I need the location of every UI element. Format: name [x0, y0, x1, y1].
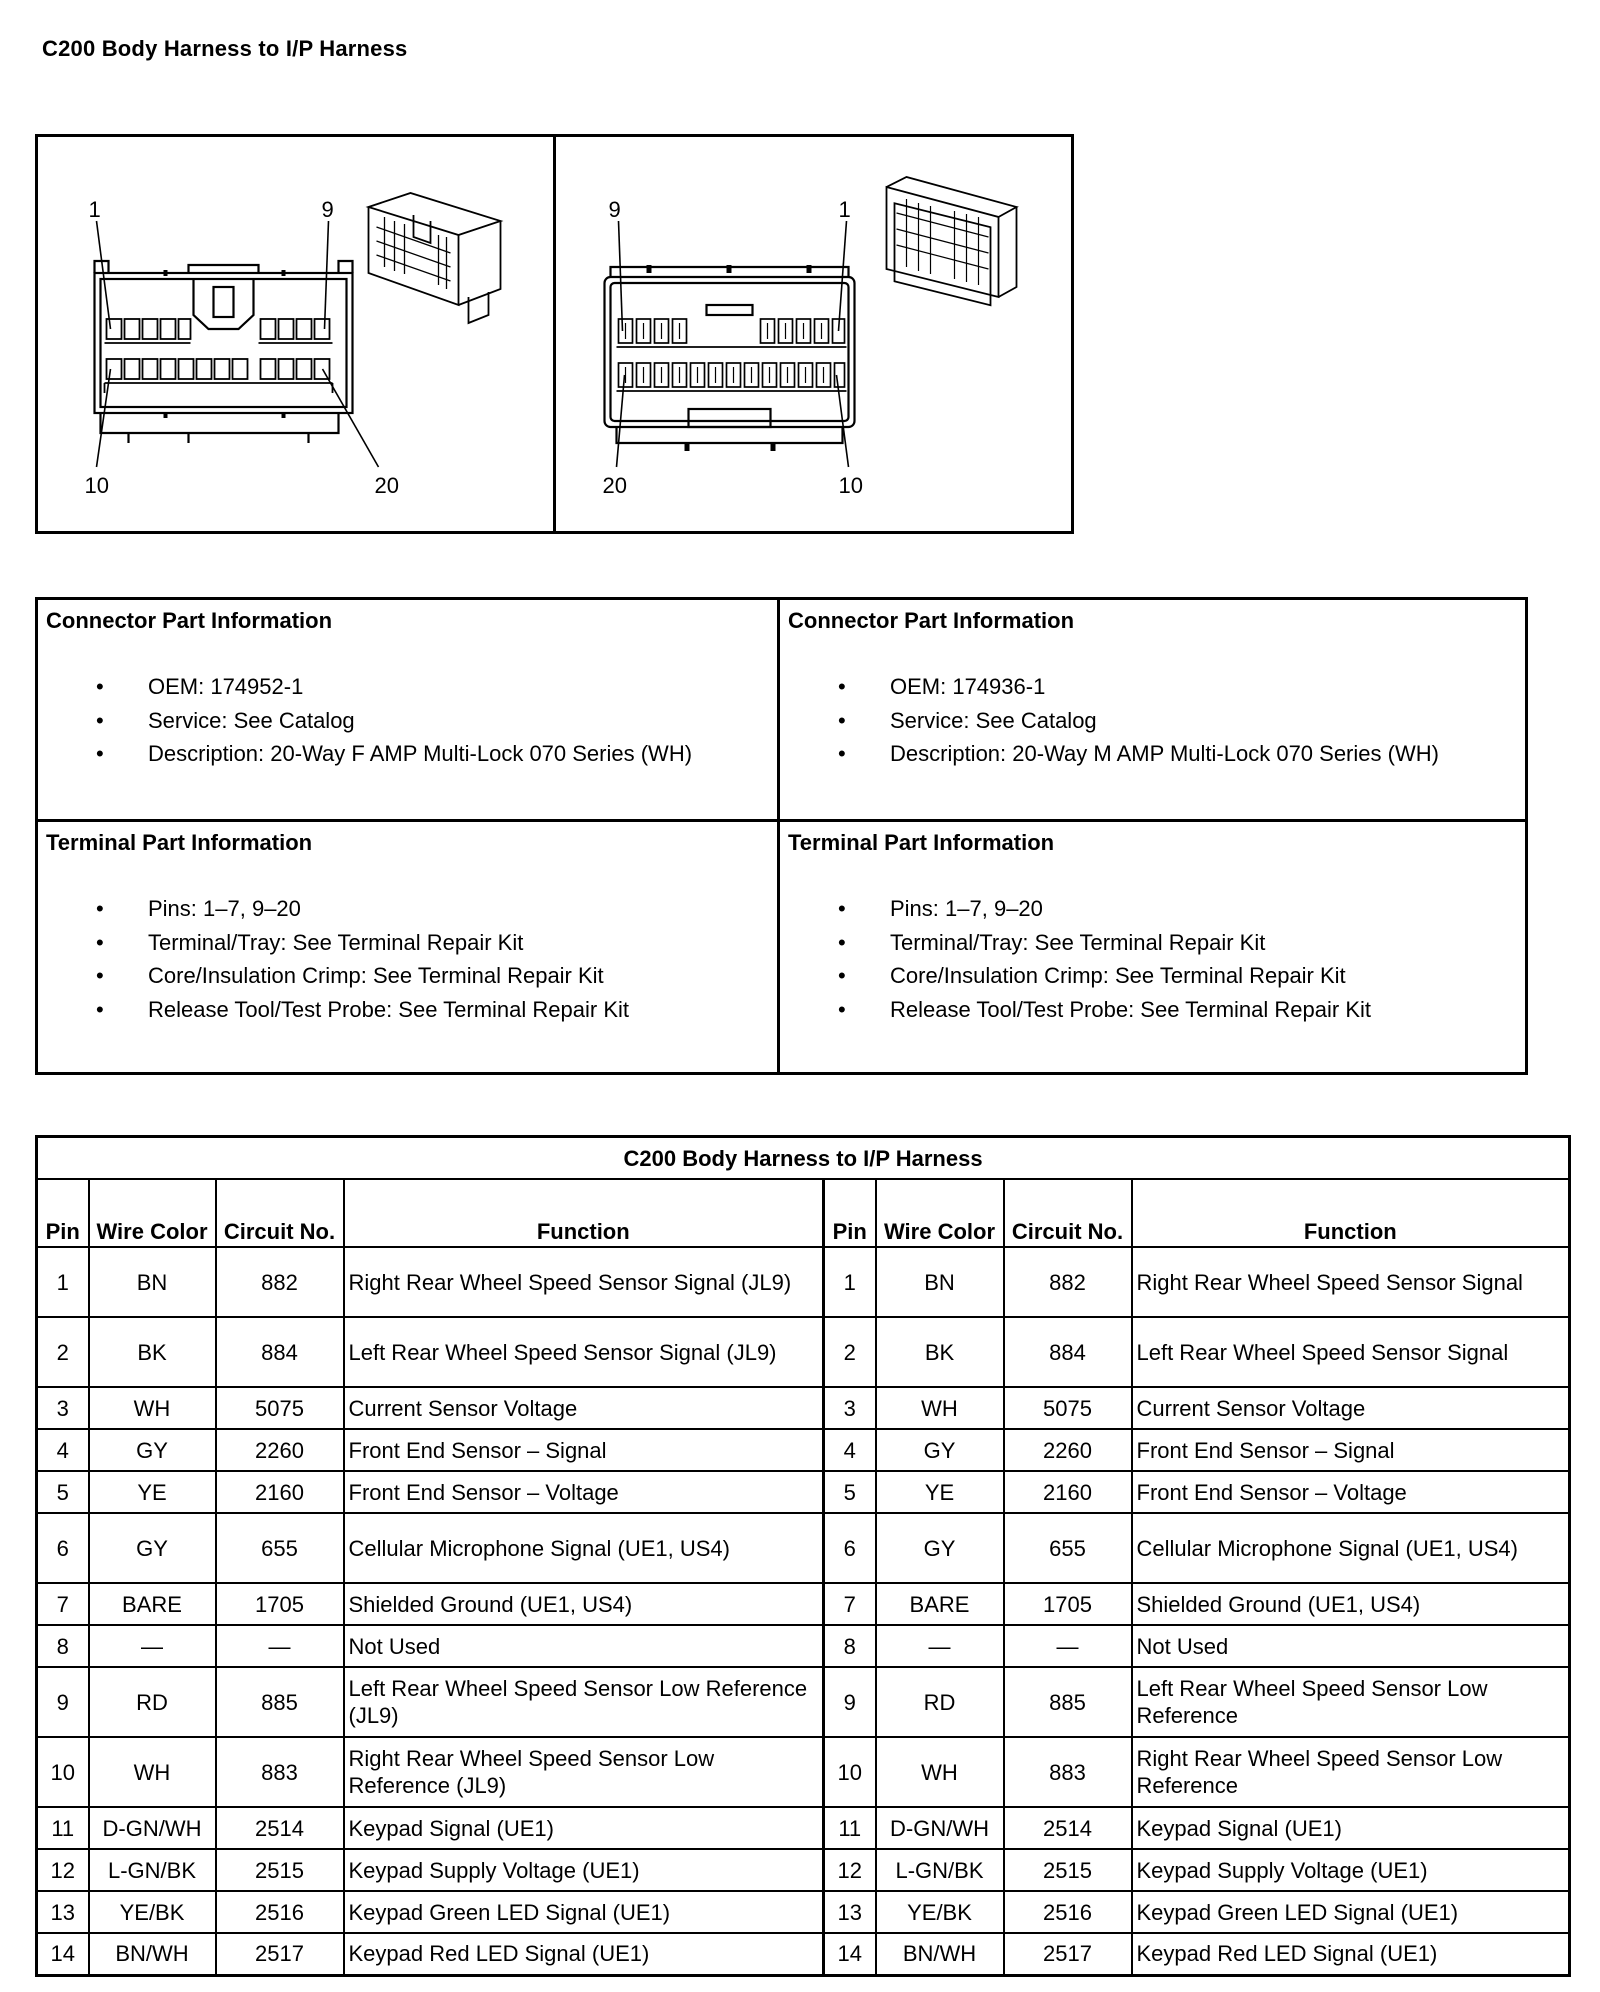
female-connector-face-drawing: [38, 137, 553, 531]
circuit-cell: 2516: [216, 1891, 344, 1933]
table-row: [37, 1667, 1570, 1737]
table-row: [37, 1807, 1570, 1849]
circuit-cell: 885: [1004, 1667, 1132, 1737]
wire-color-cell: BARE: [876, 1583, 1004, 1625]
wire-color-cell: L-GN/BK: [89, 1849, 216, 1891]
connector-info-heading: Connector Part Information: [46, 608, 333, 633]
table-row: [37, 1583, 1570, 1625]
circuit-cell: 883: [216, 1737, 344, 1807]
list-item: • Pins: 1–7, 9–20: [788, 892, 1517, 926]
wire-color-cell: GY: [876, 1513, 1004, 1583]
header-function: Function: [344, 1179, 824, 1247]
circuit-cell: 655: [216, 1513, 344, 1583]
pinout-table: [35, 1135, 1571, 1977]
wire-color-cell: WH: [876, 1387, 1004, 1429]
circuit-cell: 2515: [216, 1849, 344, 1891]
pin-cell: 5: [37, 1471, 89, 1513]
header-wire-color: Wire Color: [89, 1179, 216, 1247]
wire-color-cell: —: [876, 1625, 1004, 1667]
table-caption: C200 Body Harness to I/P Harness: [37, 1137, 1570, 1180]
wire-color-cell: RD: [89, 1667, 216, 1737]
table-row: [37, 1317, 1570, 1387]
circuit-cell: 882: [216, 1247, 344, 1317]
list-item: • Terminal/Tray: See Terminal Repair Kit: [788, 926, 1517, 960]
wire-color-cell: D-GN/WH: [89, 1807, 216, 1849]
circuit-cell: 882: [1004, 1247, 1132, 1317]
list-item: • Core/Insulation Crimp: See Terminal Repair Kit: [788, 959, 1517, 993]
circuit-cell: 2514: [216, 1807, 344, 1849]
list-item: • Release Tool/Test Probe: See Terminal Repair Kit: [46, 993, 769, 1027]
function-cell: Left Rear Wheel Speed Sensor Low Reference (JL9): [344, 1667, 824, 1737]
connector-info-heading: Connector Part Information: [788, 608, 1075, 633]
header-pin: Pin: [37, 1179, 89, 1247]
list-item: • Service: See Catalog: [788, 704, 1517, 738]
list-item: • OEM: 174936-1: [788, 670, 1517, 704]
header-circuit-no: Circuit No.: [216, 1179, 344, 1247]
wire-color-cell: BN: [876, 1247, 1004, 1317]
pin-cell: 5: [824, 1471, 876, 1513]
circuit-cell: 883: [1004, 1737, 1132, 1807]
function-cell: Left Rear Wheel Speed Sensor Signal (JL9): [344, 1317, 824, 1387]
list-item: • OEM: 174952-1: [46, 670, 769, 704]
function-cell: Left Rear Wheel Speed Sensor Signal: [1132, 1317, 1570, 1387]
circuit-cell: 1705: [216, 1583, 344, 1625]
connector-info-left: [38, 600, 780, 822]
pin-cell: 7: [37, 1583, 89, 1625]
pin-cell: 3: [37, 1387, 89, 1429]
circuit-cell: —: [1004, 1625, 1132, 1667]
pin-cell: 10: [824, 1737, 876, 1807]
function-cell: Front End Sensor – Signal: [344, 1429, 824, 1471]
table-row: [37, 1429, 1570, 1471]
list-item: • Terminal/Tray: See Terminal Repair Kit: [46, 926, 769, 960]
function-cell: Keypad Red LED Signal (UE1): [1132, 1933, 1570, 1975]
pin-cell: 10: [37, 1737, 89, 1807]
function-cell: Keypad Supply Voltage (UE1): [1132, 1849, 1570, 1891]
pin-cell: 3: [824, 1387, 876, 1429]
circuit-cell: 2260: [216, 1429, 344, 1471]
wire-color-cell: WH: [89, 1737, 216, 1807]
pin-label-1: 1: [88, 197, 101, 222]
list-item: • Release Tool/Test Probe: See Terminal Repair Kit: [788, 993, 1517, 1027]
function-cell: Keypad Supply Voltage (UE1): [344, 1849, 824, 1891]
function-cell: Keypad Signal (UE1): [1132, 1807, 1570, 1849]
circuit-cell: 2517: [216, 1933, 344, 1975]
function-cell: Current Sensor Voltage: [1132, 1387, 1570, 1429]
function-cell: Front End Sensor – Voltage: [1132, 1471, 1570, 1513]
table-row: [37, 1891, 1570, 1933]
pin-label-9: 9: [321, 197, 334, 222]
list-item: • Description: 20-Way F AMP Multi-Lock 070 Series (WH): [46, 737, 769, 771]
pin-cell: 8: [824, 1625, 876, 1667]
function-cell: Shielded Ground (UE1, US4): [1132, 1583, 1570, 1625]
table-header-row: [37, 1179, 1570, 1247]
list-item: • Core/Insulation Crimp: See Terminal Repair Kit: [46, 959, 769, 993]
female-connector-panel: [38, 137, 553, 531]
list-item: • Description: 20-Way M AMP Multi-Lock 070 Series (WH): [788, 737, 1517, 771]
pin-cell: 9: [37, 1667, 89, 1737]
list-item: • Service: See Catalog: [46, 704, 769, 738]
function-cell: Keypad Green LED Signal (UE1): [1132, 1891, 1570, 1933]
female-connector-iso-icon: [369, 193, 501, 323]
circuit-cell: —: [216, 1625, 344, 1667]
pin-cell: 7: [824, 1583, 876, 1625]
circuit-cell: 655: [1004, 1513, 1132, 1583]
pin-cell: 13: [824, 1891, 876, 1933]
pin-cell: 14: [37, 1933, 89, 1975]
function-cell: Right Rear Wheel Speed Sensor Signal (JL9): [344, 1247, 824, 1317]
function-cell: Right Rear Wheel Speed Sensor Low Reference (JL9): [344, 1737, 824, 1807]
terminal-info-right: [780, 822, 1525, 1072]
function-cell: Front End Sensor – Voltage: [344, 1471, 824, 1513]
pin-label-20: 20: [602, 473, 627, 498]
pin-cell: 13: [37, 1891, 89, 1933]
pin-cell: 11: [824, 1807, 876, 1849]
connector-info-list: [788, 670, 1517, 771]
function-cell: Not Used: [1132, 1625, 1570, 1667]
wire-color-cell: YE/BK: [876, 1891, 1004, 1933]
table-row: [37, 1247, 1570, 1317]
list-item: • Pins: 1–7, 9–20: [46, 892, 769, 926]
connector-diagram: [35, 134, 1074, 534]
pin-cell: 6: [824, 1513, 876, 1583]
function-cell: Keypad Red LED Signal (UE1): [344, 1933, 824, 1975]
pin-label-9: 9: [608, 197, 621, 222]
pin-label-20: 20: [374, 473, 399, 498]
pin-cell: 6: [37, 1513, 89, 1583]
pin-cell: 8: [37, 1625, 89, 1667]
function-cell: Cellular Microphone Signal (UE1, US4): [344, 1513, 824, 1583]
circuit-cell: 2516: [1004, 1891, 1132, 1933]
wire-color-cell: BN/WH: [876, 1933, 1004, 1975]
pin-cell: 4: [37, 1429, 89, 1471]
circuit-cell: 884: [216, 1317, 344, 1387]
pin-cell: 11: [37, 1807, 89, 1849]
page-title: C200 Body Harness to I/P Harness: [42, 36, 408, 61]
function-cell: Keypad Signal (UE1): [344, 1807, 824, 1849]
function-cell: Left Rear Wheel Speed Sensor Low Reference: [1132, 1667, 1570, 1737]
circuit-cell: 2515: [1004, 1849, 1132, 1891]
header-function: Function: [1132, 1179, 1570, 1247]
pin-cell: 14: [824, 1933, 876, 1975]
terminal-info-heading: Terminal Part Information: [788, 830, 1055, 855]
circuit-cell: 1705: [1004, 1583, 1132, 1625]
circuit-cell: 5075: [216, 1387, 344, 1429]
terminal-info-left: [38, 822, 780, 1072]
pin-label-1: 1: [838, 197, 851, 222]
pin-cell: 4: [824, 1429, 876, 1471]
circuit-cell: 2517: [1004, 1933, 1132, 1975]
function-cell: Keypad Green LED Signal (UE1): [344, 1891, 824, 1933]
pin-label-10: 10: [838, 473, 863, 498]
wire-color-cell: GY: [89, 1429, 216, 1471]
function-cell: Right Rear Wheel Speed Sensor Low Reference: [1132, 1737, 1570, 1807]
male-connector-iso-icon: [887, 177, 1017, 305]
wire-color-cell: YE: [876, 1471, 1004, 1513]
wire-color-cell: BK: [876, 1317, 1004, 1387]
function-cell: Not Used: [344, 1625, 824, 1667]
circuit-cell: 5075: [1004, 1387, 1132, 1429]
circuit-cell: 2514: [1004, 1807, 1132, 1849]
connector-info-right: [780, 600, 1525, 822]
wire-color-cell: BK: [89, 1317, 216, 1387]
male-connector-face-drawing: [556, 137, 1071, 531]
pin-cell: 12: [37, 1849, 89, 1891]
table-row: [37, 1513, 1570, 1583]
wire-color-cell: BN: [89, 1247, 216, 1317]
header-circuit-no: Circuit No.: [1004, 1179, 1132, 1247]
table-row: [37, 1625, 1570, 1667]
wire-color-cell: BN/WH: [89, 1933, 216, 1975]
header-pin: Pin: [824, 1179, 876, 1247]
function-cell: Cellular Microphone Signal (UE1, US4): [1132, 1513, 1570, 1583]
function-cell: Shielded Ground (UE1, US4): [344, 1583, 824, 1625]
wire-color-cell: GY: [89, 1513, 216, 1583]
function-cell: Current Sensor Voltage: [344, 1387, 824, 1429]
function-cell: Front End Sensor – Signal: [1132, 1429, 1570, 1471]
wire-color-cell: RD: [876, 1667, 1004, 1737]
connector-info-list: [46, 670, 769, 771]
table-row: [37, 1737, 1570, 1807]
table-row: [37, 1933, 1570, 1975]
wire-color-cell: L-GN/BK: [876, 1849, 1004, 1891]
pin-cell: 1: [37, 1247, 89, 1317]
table-row: [37, 1471, 1570, 1513]
pin-cell: 9: [824, 1667, 876, 1737]
circuit-cell: 2160: [216, 1471, 344, 1513]
wire-color-cell: YE: [89, 1471, 216, 1513]
male-connector-panel: [553, 137, 1071, 531]
header-wire-color: Wire Color: [876, 1179, 1004, 1247]
pinout-table-body: [37, 1247, 1570, 1975]
pin-cell: 2: [824, 1317, 876, 1387]
wire-color-cell: GY: [876, 1429, 1004, 1471]
pin-cell: 2: [37, 1317, 89, 1387]
terminal-info-list: [46, 892, 769, 1026]
pin-cell: 12: [824, 1849, 876, 1891]
terminal-info-list: [788, 892, 1517, 1026]
table-row: [37, 1849, 1570, 1891]
function-cell: Right Rear Wheel Speed Sensor Signal: [1132, 1247, 1570, 1317]
circuit-cell: 884: [1004, 1317, 1132, 1387]
circuit-cell: 2160: [1004, 1471, 1132, 1513]
wire-color-cell: D-GN/WH: [876, 1807, 1004, 1849]
circuit-cell: 2260: [1004, 1429, 1132, 1471]
pin-label-10: 10: [84, 473, 109, 498]
wire-color-cell: YE/BK: [89, 1891, 216, 1933]
circuit-cell: 885: [216, 1667, 344, 1737]
wire-color-cell: WH: [89, 1387, 216, 1429]
wire-color-cell: —: [89, 1625, 216, 1667]
pin-cell: 1: [824, 1247, 876, 1317]
wire-color-cell: WH: [876, 1737, 1004, 1807]
terminal-info-heading: Terminal Part Information: [46, 830, 313, 855]
table-row: [37, 1387, 1570, 1429]
part-information-grid: [35, 597, 1528, 1075]
wire-color-cell: BARE: [89, 1583, 216, 1625]
